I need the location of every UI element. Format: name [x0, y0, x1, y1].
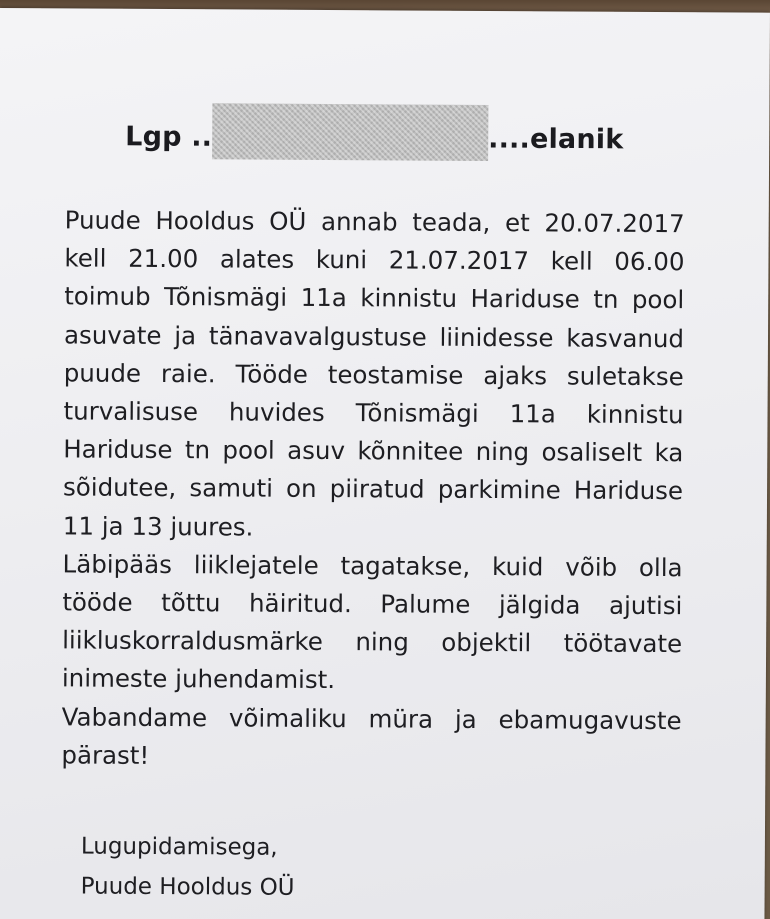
notice-paragraph-passage: Läbipääs liiklejatele tagatakse, kuid võib olla tööde tõttu häiritud. Palume jälgida ajutisi liikluskorraldusmärke ning objektil töötavate inimeste juhendamist.: [61, 549, 683, 695]
heading-prefix: Lgp ..: [125, 121, 213, 153]
notice-body: [61, 201, 684, 778]
redacted-address-block: [212, 103, 488, 161]
signature-line: Puude Hooldus OÜ: [80, 873, 295, 901]
closing-line: Lugupidamisega,: [80, 833, 278, 861]
notice-paragraph-main: Puude Hooldus OÜ annab teada, et 20.07.2017 kell 21.00 alates kuni 21.07.2017 kell 06.00 toimub Tõnismägi 11a kinnistu Hariduse tn pool asuvate ja tänavavalgustuse liinidesse kasvanud puude raie. Tööde teostamise ajaks suletakse turvalisuse huvides Tõnismägi 11a kinnistu Hariduse tn pool asuv kõnnitee ning osaliselt ka sõidutee, samuti on piiratud parkimine Hariduse 11 ja 13 juures.: [62, 205, 685, 542]
notice-paper: [0, 8, 770, 919]
notice-heading: [125, 117, 623, 162]
heading-suffix: ....elanik: [488, 123, 624, 156]
notice-signoff: [81, 827, 295, 908]
notice-paragraph-apology: Vabandame võimaliku müra ja ebamugavuste pärast!: [61, 702, 682, 770]
